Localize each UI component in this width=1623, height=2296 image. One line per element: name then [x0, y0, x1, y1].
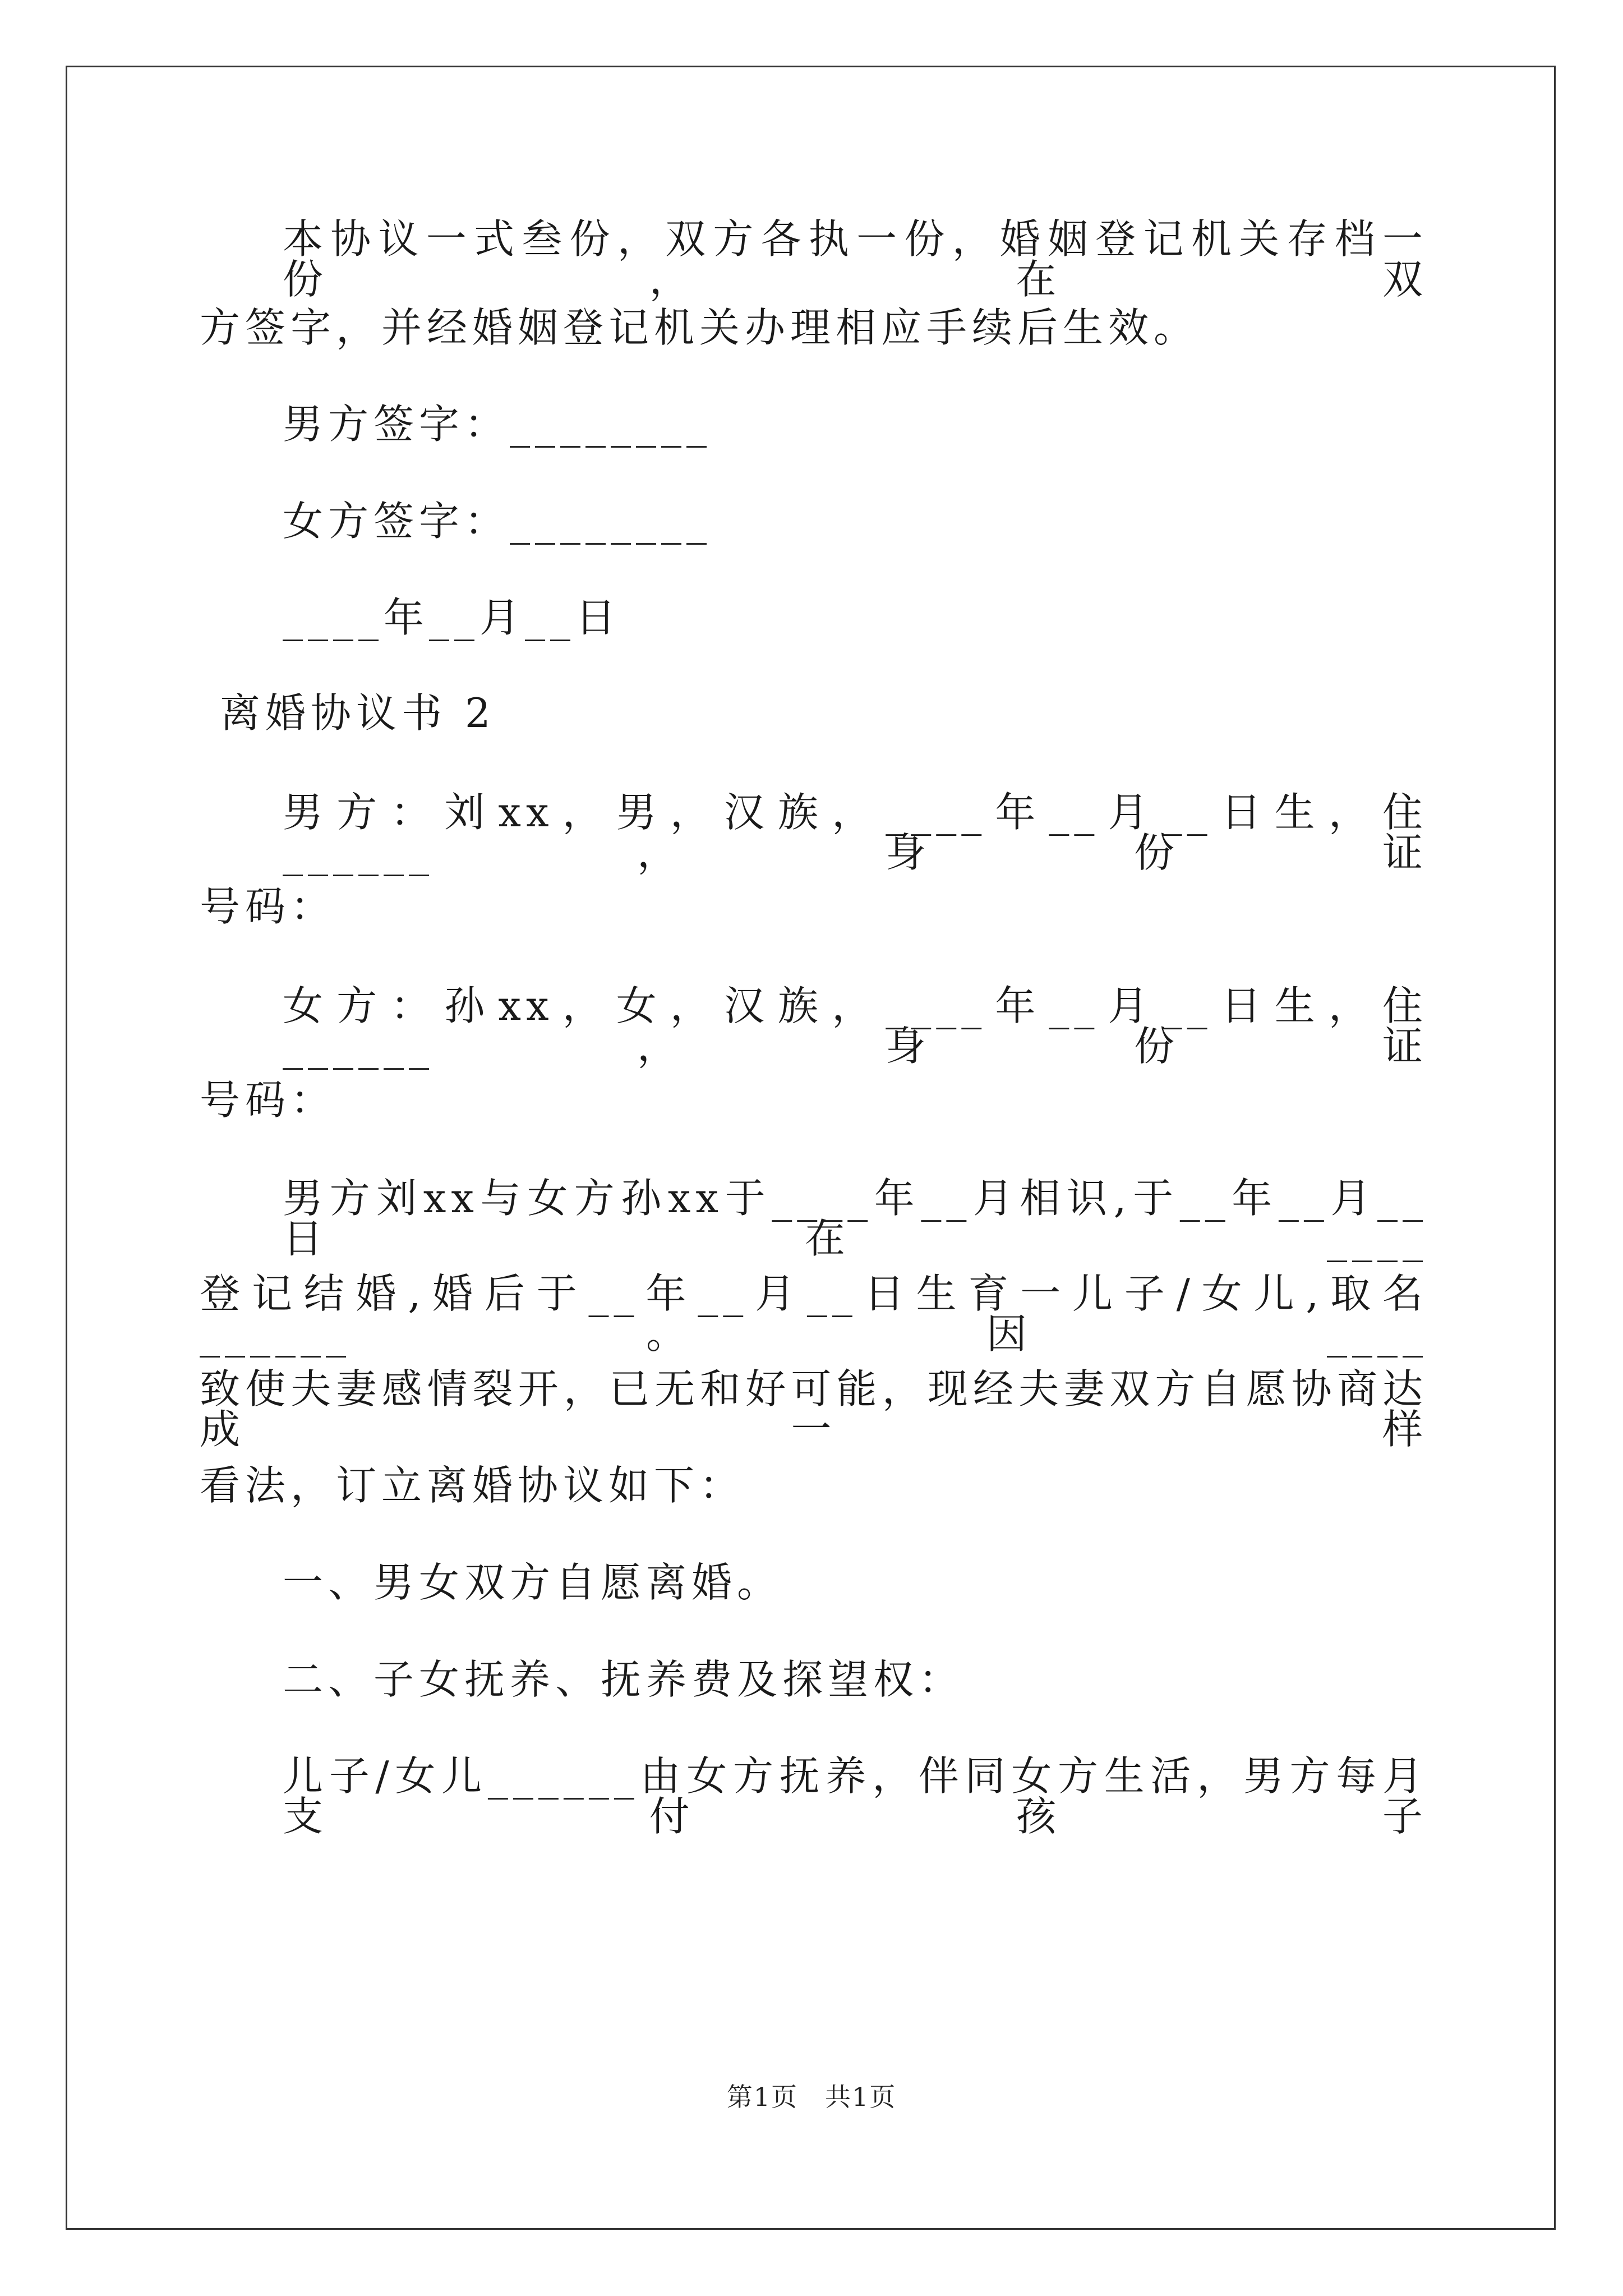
paragraph-line: 女方：孙xx，女，汉族，____年__月__日生，住______，身份证 [283, 982, 1428, 1070]
paragraph-line: 号码： [200, 1076, 336, 1124]
paragraph-line: 方签字，并经婚姻登记机关办理相应手续后生效。 [200, 304, 1200, 351]
paragraph-line: 男方刘xx与女方孙xx于____年__月相识,于__年__月__日在____ [283, 1175, 1428, 1262]
paragraph-line: 儿子/女儿______由女方抚养，伴同女方生活，男方每月支付孩子 [283, 1752, 1428, 1840]
date-line: ____年__月__日 [283, 594, 621, 641]
section-title: 离婚协议书 2 [220, 689, 496, 737]
page-number: 第1页 [726, 2082, 798, 2112]
male-signature-line: 男方签字：________ [283, 401, 712, 448]
paragraph-line: 看法，订立离婚协议如下： [200, 1462, 745, 1509]
page-footer [0, 2077, 1623, 2114]
paragraph-line: 本协议一式叁份，双方各执一份，婚姻登记机关存档一份，在双 [283, 215, 1428, 303]
female-signature-line: 女方签字：________ [283, 498, 712, 545]
paragraph-line: 登记结婚,婚后于__年__月__日生育一儿子/女儿,取名______。因____ [200, 1270, 1428, 1358]
clause-heading: 二、子女抚养、抚养费及探望权： [283, 1656, 965, 1703]
paragraph-line: 男方：刘xx，男，汉族，____年__月__日生，住______，身份证 [283, 789, 1428, 876]
page-border [66, 66, 1556, 2230]
paragraph-line: 致使夫妻感情裂开，已无和好可能，现经夫妻双方自愿协商达成一样 [200, 1365, 1428, 1453]
page-total: 共1页 [825, 2082, 897, 2112]
paragraph-line: 号码： [200, 883, 336, 930]
clause-heading: 一、男女双方自愿离婚。 [283, 1559, 783, 1606]
